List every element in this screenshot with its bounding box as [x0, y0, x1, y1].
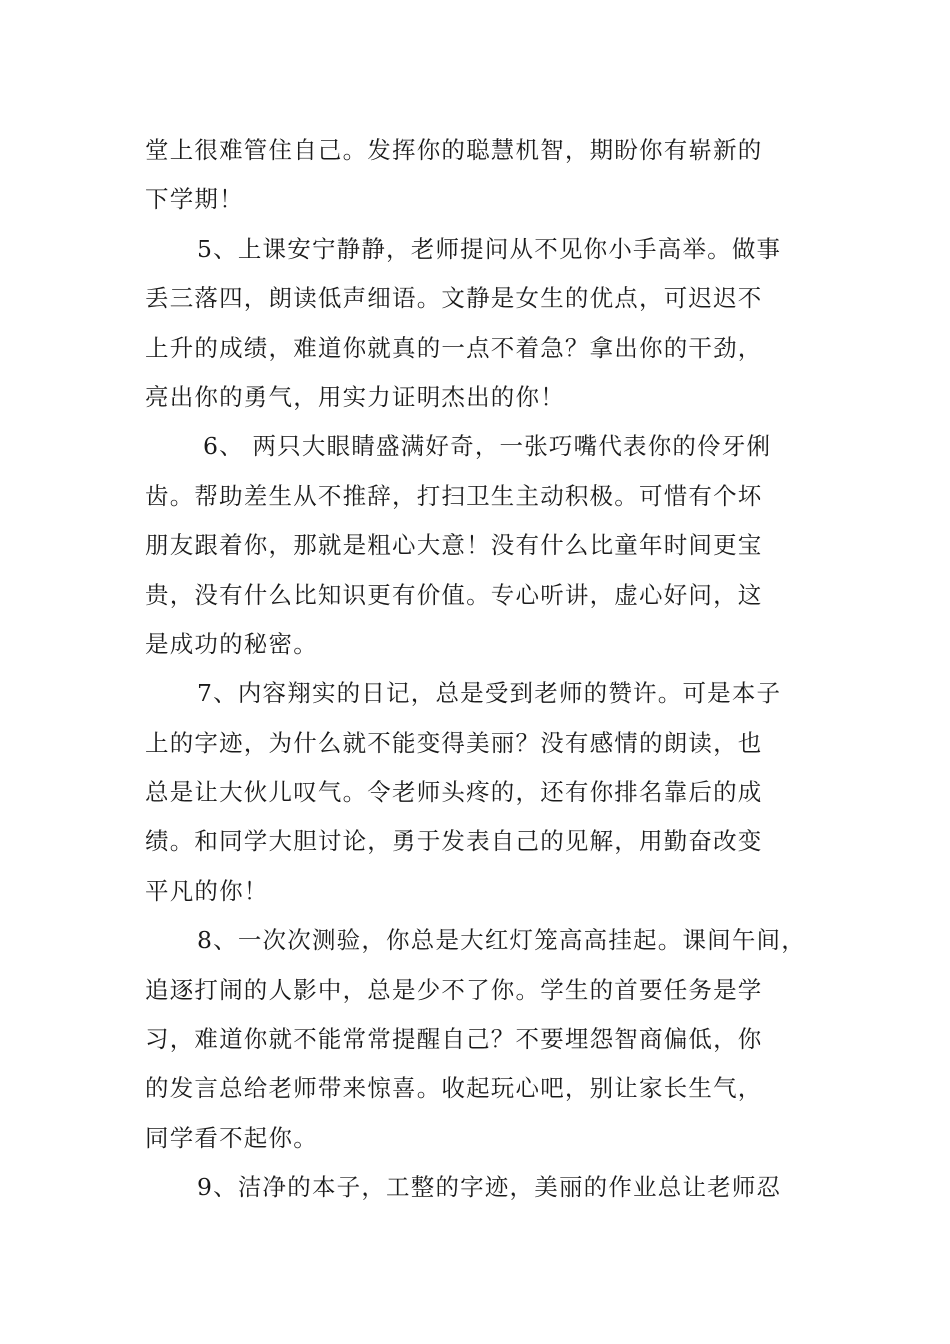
text-line: 上的字迹，为什么就不能变得美丽？没有感情的朗读，也 [145, 728, 763, 757]
paragraph-6 [145, 422, 810, 669]
text-line: 的发言总给老师带来惊喜。收起玩心吧，别让家长生气， [145, 1074, 763, 1103]
text-line: 朋友跟着你，那就是粗心大意！没有什么比童年时间更宝 [145, 531, 763, 560]
text-line: 9、洁净的本子，工整的字迹，美丽的作业总让老师忍 [197, 1173, 782, 1202]
text-line: 习，难道你就不能常常提醒自己？不要埋怨智商偏低，你 [145, 1025, 763, 1054]
text-line: 7、内容翔实的日记，总是受到老师的赞许。可是本子 [197, 679, 782, 708]
text-line: 是成功的秘密。 [145, 629, 318, 658]
text-line: 堂上很难管住自己。发挥你的聪慧机智，期盼你有崭新的 [145, 136, 763, 164]
text-line: 追逐打闹的人影中，总是少不了你。学生的首要任务是学 [145, 975, 763, 1004]
text-line: 5、上课安宁静静，老师提问从不见你小手高举。做事 [197, 234, 782, 263]
text-line: 绩。和同学大胆讨论，勇于发表自己的见解，用勤奋改变 [145, 827, 763, 856]
paragraph-continued [145, 126, 810, 225]
text-line: 上升的成绩，难道你就真的一点不着急？拿出你的干劲， [145, 333, 763, 362]
text-line: 平凡的你！ [145, 876, 269, 905]
text-line: 丢三落四，朗读低声细语。文静是女生的优点，可迟迟不 [145, 284, 763, 313]
text-line: 总是让大伙儿叹气。令老师头疼的，还有你排名靠后的成 [145, 778, 763, 807]
text-line: 8、一次次测验，你总是大红灯笼高高挂起。课间午间， [197, 926, 806, 955]
text-line: 贵，没有什么比知识更有价值。专心听讲，虚心好问，这 [145, 580, 763, 609]
document-body [145, 126, 810, 1213]
paragraph-5 [145, 225, 810, 423]
text-line: 齿。帮助差生从不推辞，打扫卫生主动积极。可惜有个坏 [145, 481, 763, 510]
text-line: 亮出你的勇气，用实力证明杰出的你！ [145, 382, 565, 411]
text-line: 同学看不起你。 [145, 1123, 318, 1152]
text-line: 6、 两只大眼睛盛满好奇，一张巧嘴代表你的伶牙俐 [203, 432, 772, 461]
paragraph-8 [145, 916, 810, 1163]
text-line: 下学期！ [145, 185, 244, 214]
paragraph-9 [145, 1163, 810, 1212]
paragraph-7 [145, 669, 810, 916]
